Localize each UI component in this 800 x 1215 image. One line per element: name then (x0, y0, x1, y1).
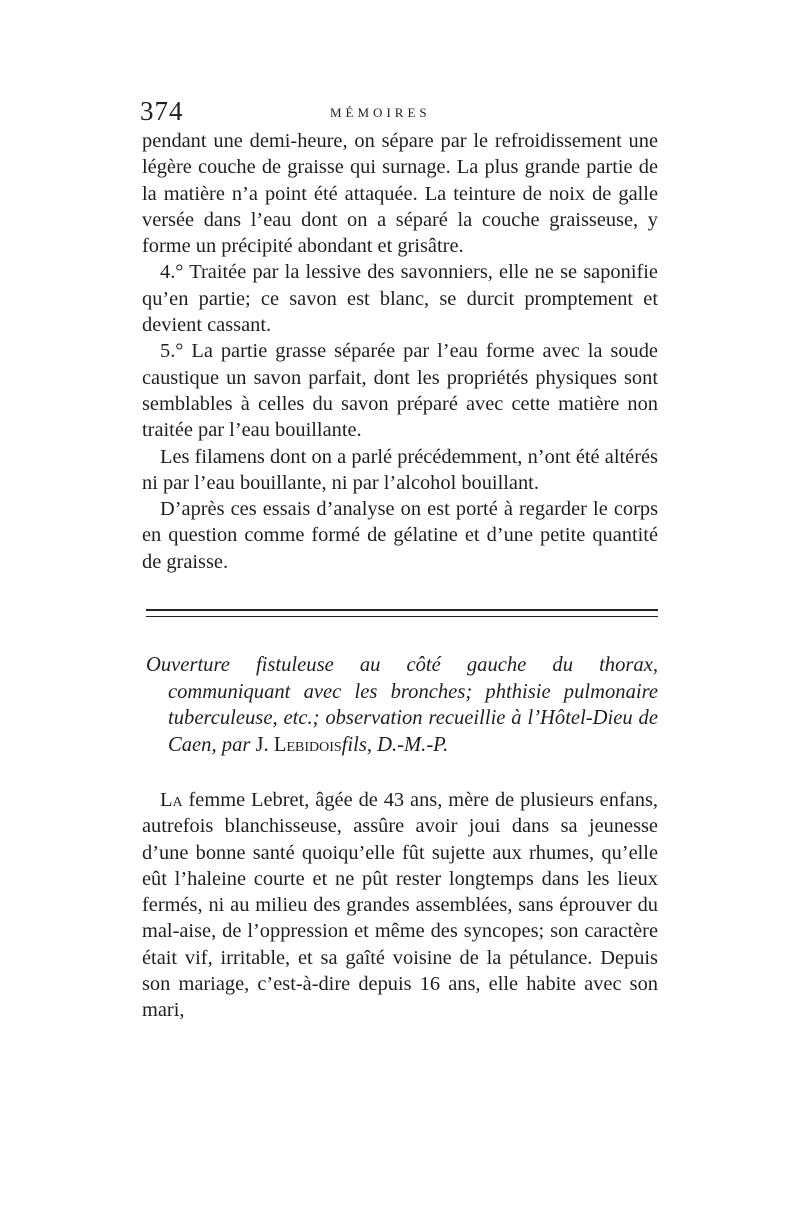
article-title-text: Ouverture fistuleuse au côté gauche du thorax, communiquant avec les bronches; phthisie pulmonaire tuberculeuse, etc.; observation recueillie à l’Hôtel-Dieu de Caen, par (146, 654, 658, 756)
author-initial: J. (255, 733, 269, 756)
paragraph-continued: pendant une demi-heure, on sépare par le refroidissement une légère couche de graisse qui surnage. La plus grande partie de la matière n’a point été attaquée. La teinture de noix de galle versée dans l’eau dont on a séparé la couche graisseuse, y forme un précipité abondant et grisâtre. (142, 130, 658, 258)
article-paragraph (142, 787, 658, 1024)
article-paragraph-text: femme Lebret, âgée de 43 ans, mère de plusieurs enfans, autrefois blanchisseuse, assûre avoir joui dans sa jeunesse d’une bonne santé quoiqu’elle fût sujette aux rhumes, qu’elle eût l’haleine courte et ne pût rester longtemps dans les lieux fermés, ni au milieu des grandes assemblées, sans éprouver du mal-aise, de l’oppression et même des syncopes; son caractère était vif, irritable, et sa gaîté voisine de la pétulance. Depuis son mariage, c’est-à-dire depuis 16 ans, elle habite avec son mari, (142, 789, 658, 1022)
paragraph-item-5: 5.° La partie grasse séparée par l’eau forme avec la soude caustique un savon parfait, dont les propriétés physiques sont semblables à celles du savon préparé avec cette matière non traitée par l’eau bouillante. (142, 340, 658, 442)
article-title (146, 652, 658, 758)
running-head: MÉMOIRES (330, 105, 431, 120)
divider-rule-thin (146, 616, 658, 617)
author-surname: Lebidois (273, 733, 342, 756)
continuation-text (142, 128, 658, 575)
author-suffix: fils, D.-M.-P. (341, 733, 449, 756)
section-divider (146, 609, 658, 621)
article-body (142, 787, 658, 1024)
paragraph-filamens: Les filamens dont on a parlé précédemment, n’ont été altérés ni par l’eau bouillante, ni par l’alcohol bouillant. (142, 445, 658, 494)
page-number: 374 (140, 96, 184, 126)
paragraph-item-4: 4.° Traitée par la lessive des savonniers, elle ne se saponifie qu’en partie; ce savon est blanc, se durcit promptement et devient cassant. (142, 261, 658, 337)
opening-word: La (160, 789, 183, 811)
page-header (140, 96, 660, 126)
article-heading (146, 652, 658, 758)
paragraph-conclusion: D’après ces essais d’analyse on est porté à regarder le corps en question comme formé de gélatine et d’une petite quantité de graisse. (142, 498, 658, 573)
divider-rule-thick (146, 609, 658, 611)
